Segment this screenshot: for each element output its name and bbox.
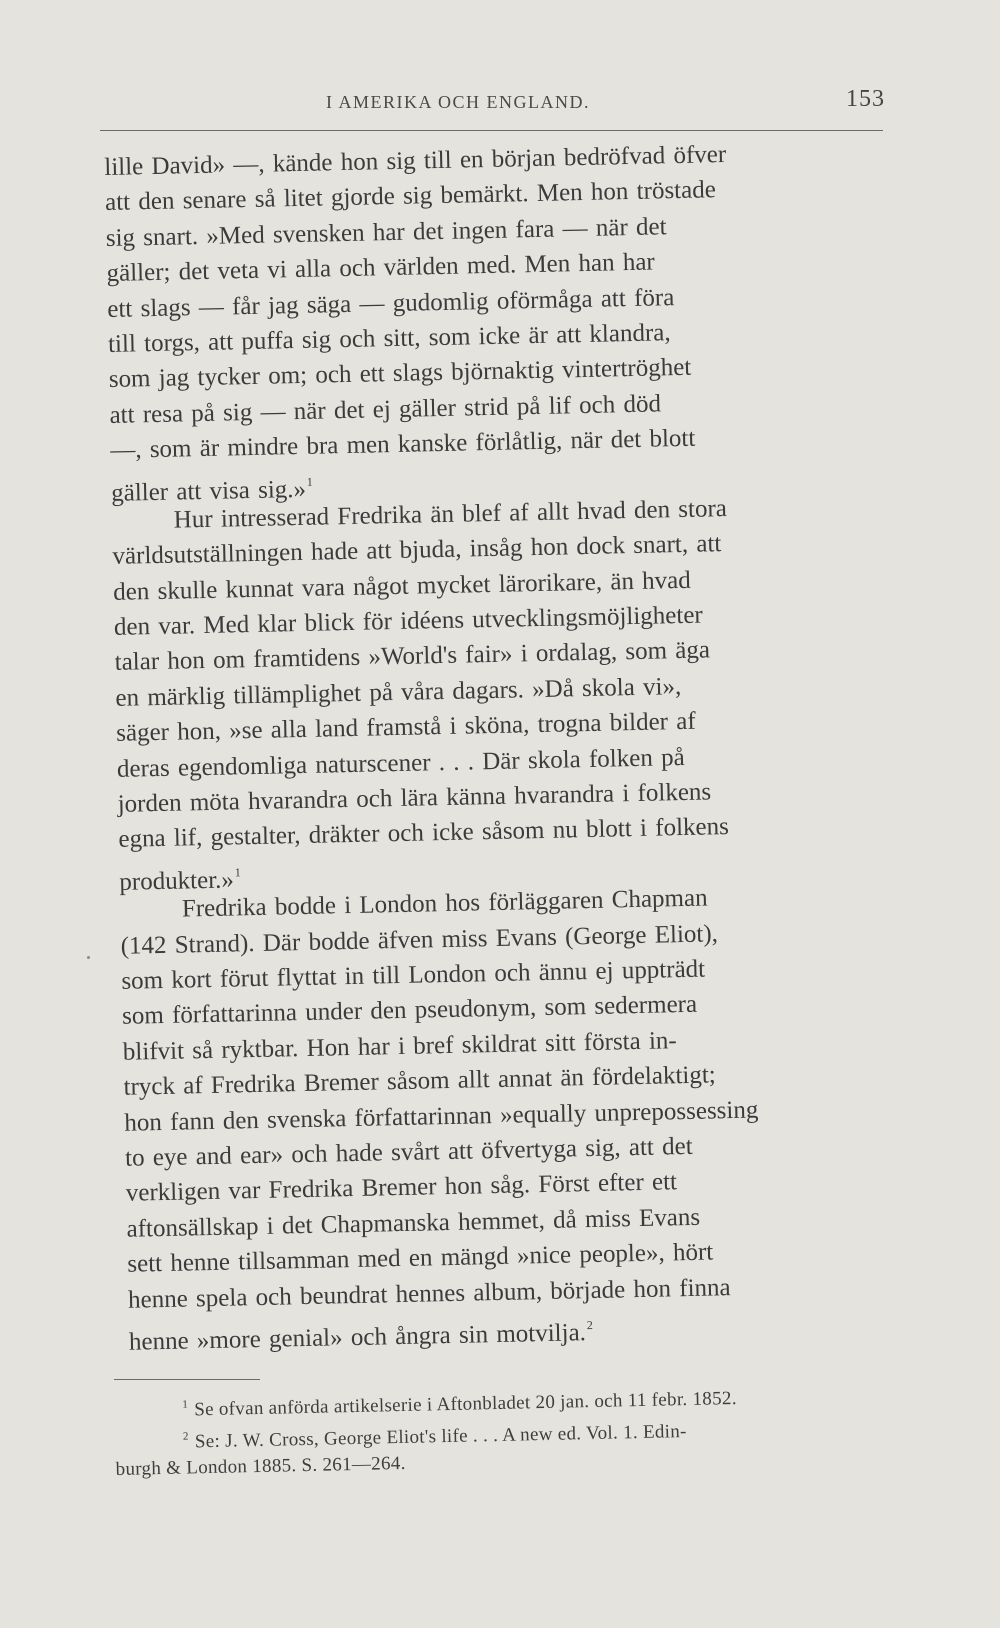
text-line: ett slags — får jag säga — gudomlig oförmåga att föra [107, 283, 675, 323]
footnote-rule [114, 1379, 260, 1380]
page-number: 153 [846, 86, 885, 112]
text-line: egna lif, gestalter, dräkter och icke såsom nu blott i folkens [118, 813, 730, 854]
text-line: världsutställningen hade att bjuda, insåg hon dock snart, att [112, 530, 722, 571]
paragraph-start-line: Fredrika bodde i London hos förläggaren Chapman [181, 884, 708, 923]
text-line: lille David» —, kände hon sig till en början bedröfvad öfver [104, 140, 727, 181]
paragraph-start-line: Hur intresserad Fredrika än blef af allt hvad den stora [173, 494, 728, 534]
text-line: deras egendomliga naturscener . . . Där skola folken på [116, 743, 685, 783]
text-line: blifvit så ryktbar. Hon har i bref skildrat sitt första in- [122, 1026, 677, 1066]
text-line: to eye and ear» och hade svårt att öfvertyga sig, att det [124, 1132, 693, 1172]
text-line: tryck af Fredrika Bremer såsom allt annat än fördelaktigt; [123, 1061, 716, 1101]
text-line: —, som är mindre bra men kanske förlåtlig, när det blott [110, 424, 696, 465]
text-line: talar hon om framtidens »World's fair» i ordalag, som äga [114, 636, 711, 677]
text-line: att resa på sig — när det ej gäller strid på lif och död [109, 390, 662, 429]
running-head [100, 86, 885, 120]
footnote-reference[interactable]: 2 [586, 1317, 593, 1333]
text-line: den var. Med klar blick för idéens utvecklingsmöjligheter [113, 601, 703, 641]
text-line: aftonsällskap i det Chapmanska hemmet, då miss Evans [126, 1203, 701, 1243]
text-line: som kort förut flyttat in till London och ännu ej uppträdt [121, 955, 706, 995]
text-line: sig snart. »Med svensken har det ingen fara — när det [105, 213, 667, 252]
text-line: sett henne tillsamman med en mängd »nice people», hört [127, 1238, 714, 1278]
running-title: I AMERIKA OCH ENGLAND. [326, 92, 590, 112]
text-line: jorden möta hvarandra och lära känna hvarandra i folkens [117, 778, 712, 818]
text-line: henne spela och beundrat hennes album, började hon finna [127, 1273, 731, 1314]
footnote-marker: 1 [182, 1398, 189, 1411]
text-line: gäller; det veta vi alla och världen med. Men han har [106, 248, 656, 288]
text-line: (142 Strand). Där bodde äfven miss Evans (George Eliot), [120, 919, 719, 960]
text-line: som jag tycker om; och ett slags björnaktig vintertröghet [108, 354, 692, 394]
footnote-text: Se: J. W. Cross, George Eliot's life . . . A new ed. Vol. 1. Edin- [194, 1421, 687, 1453]
header-rule [100, 130, 883, 131]
margin-speck [87, 956, 90, 959]
text-line: säger hon, »se alla land framstå i sköna, trogna bilder af [115, 707, 696, 748]
footnotes [114, 1374, 896, 1486]
footnote-reference[interactable]: 1 [234, 865, 241, 880]
footnote-marker: 2 [182, 1430, 189, 1443]
line-text: gäller att visa sig.» [110, 475, 307, 507]
text-line: till torgs, att puffa sig och sitt, som icke är att klandra, [107, 319, 671, 358]
text-line: den skulle kunnat vara något mycket lärorikare, än hvad [112, 566, 692, 606]
text-line: en märklig tillämplighet på våra dagars. »Då skola vi», [115, 672, 682, 712]
footnote-text: Se ofvan anförda artikelserie i Aftonbladet 20 jan. och 11 febr. 1852. [194, 1387, 737, 1421]
footnote-2-continuation: burgh & London 1885. S. 261—264. [115, 1452, 406, 1480]
text-line: verkligen var Fredrika Bremer hon såg. Först efter ett [125, 1168, 678, 1208]
line-text: produkter.» [119, 866, 235, 896]
text-line: att den senare så litet gjorde sig bemärkt. Men hon tröstade [104, 176, 717, 217]
body-text [104, 133, 919, 1356]
text-line: som författarinna under den pseudonym, som sedermera [121, 991, 698, 1031]
footnote-reference[interactable]: 1 [306, 474, 313, 489]
text-line: hon fann den svenska författarinnan »equally unprepossessing [124, 1096, 759, 1137]
line-text: henne »more genial» och ångra sin motvilja. [128, 1319, 587, 1356]
